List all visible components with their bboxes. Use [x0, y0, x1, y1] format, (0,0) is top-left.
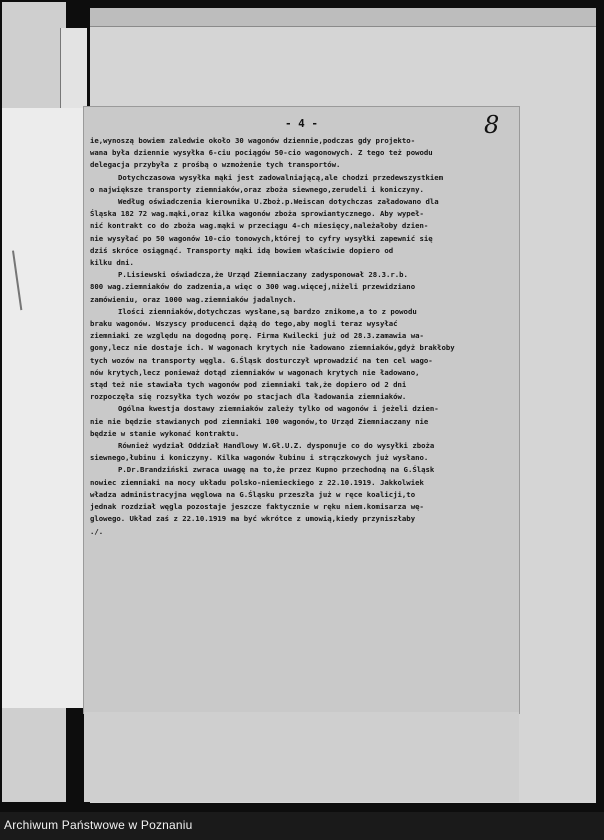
document-line: jednak rozdział węgla pozostaje jeszcze faktycznie w ręku niem.komisarza wę-	[90, 502, 424, 512]
document-line: nić kontrakt co do zboża wag.mąki w przeciągu 4-ch miesięcy,należałoby dzien-	[90, 221, 429, 231]
document-line: nie wysyłać po 50 wagonów 10-cio tonowych,której to cyfry wysyłki zapewnić się	[90, 233, 433, 243]
handwritten-page-number: 8	[484, 111, 500, 139]
document-line: glowego. Układ zaś z 22.10.1919 ma być wkrótce z umowią,kiedy przyniszłaby	[90, 514, 416, 524]
document-line: Ogólna kwestja dostawy ziemniaków zależy tylko od wagonów i jeżeli dzien-	[118, 404, 439, 414]
document-page	[84, 107, 519, 713]
document-line: nie nie będzie stawianych pod ziemniaki 100 wagonów,to Urząd Ziemniaczany nie	[90, 416, 429, 426]
document-line: stąd też nie stawiała tych wagonów pod ziemniaki tak,że dopiero od 2 dni	[90, 380, 407, 390]
document-line: tych wozów na transporty węgla. G.Śląsk dosturczył wprowadzić na ten cel wago-	[90, 355, 433, 365]
page-header: - 4 -	[284, 117, 319, 130]
document-line: Według oświadczenia kierownika U.Zboż.p.Weiscan dotychczas załadowano dla	[118, 197, 439, 207]
document-line: Również wydział Oddział Handlowy W.Gł.U.Z. dysponuje co do wysyłki zboża	[118, 441, 435, 451]
document-line: gony,lecz nie dostaje ich. W wagonach krytych nie ładowano ziemniaków,gdyż brakłoby	[90, 343, 455, 353]
document-line: będzie w stanie wykonać kontraktu.	[90, 428, 240, 438]
document-line: Dotychczasowa wysyłka mąki jest zadowalniającą,ale chodzi przedewszystkiem	[118, 172, 444, 182]
archive-label: Archiwum Państwowe w Poznaniu	[4, 818, 193, 832]
document-line: ./.	[90, 526, 104, 536]
back-sheet-top-strip	[90, 8, 596, 27]
handwritten-mark	[12, 246, 56, 310]
document-body	[90, 135, 515, 538]
document-line: dziś skróce osiągnąć. Transporty mąki idą bowiem właściwie dopiero od	[90, 245, 394, 255]
document-line: braku wagonów. Wszyscy producenci dążą do tego,aby mogli teraz wysyłać	[90, 319, 398, 329]
document-line: P.Dr.Brandziński zwraca uwagę na to,że przez Kupno przechodną na G.Śląsk	[118, 465, 435, 475]
document-line: siewnego,łubinu i koniczyny. Kilka wagonów łubinu i strączkowych już wysłano.	[90, 453, 429, 463]
document-line: nowiec ziemniaki na mocy układu polsko-niemieckiego z 22.10.1919. Jakkolwiek	[90, 477, 424, 487]
document-line: wana była dziennie wysyłka 6-ciu pociągów 50-cio wagonowych. Z tego też powodu	[90, 148, 433, 158]
document-line: P.Lisiewski oświadcza,że Urząd Ziemniaczany zadysponował 28.3.r.b.	[118, 270, 408, 280]
document-line: Ilości ziemniaków,dotychczas wysłane,są bardzo znikome,a to z powodu	[118, 306, 417, 316]
document-line: władza administracyjna węglowa na G.Śląsku przeszła już w ręce koalicji,to	[90, 489, 416, 499]
left-mirrored-sheet	[2, 108, 84, 708]
document-line: o największe transporty ziemniaków,oraz zboża siewnego,zerudeli i koniczyny.	[90, 184, 424, 194]
document-line: nów krytych,lecz ponieważ dotąd ziemniaków w wagonach krytych nie ładowano,	[90, 367, 420, 377]
document-line: Śląska 182 72 wag.mąki,oraz kilka wagonów zboża sprowiantycznego. Aby wypeł-	[90, 209, 424, 219]
document-line: zamówieniu, oraz 1000 wag.ziemniaków jadalnych.	[90, 294, 297, 304]
document-line: 800 wag.ziemniaków do zadzenia,a więc o 300 wag.więcej,niżeli przewidziano	[90, 282, 416, 292]
document-line: delegacja przybyła z prośbą o wzmożenie tych transportów.	[90, 160, 341, 170]
document-line: ziemniaki ze względu na dogodną porę. Firma Kwilecki już od 28.3.zamawia wa-	[90, 331, 424, 341]
document-line: ie,wynoszą bowiem zaledwie około 30 wagonów dziennie,podczas gdy projekto-	[90, 136, 416, 145]
document-line: kilku dni.	[90, 258, 134, 268]
document-line: rozpoczęła się rozsyłka tych wozów po stacjach dla ładowania ziemniaków.	[90, 392, 407, 402]
back-sheet-bottom	[84, 712, 519, 802]
